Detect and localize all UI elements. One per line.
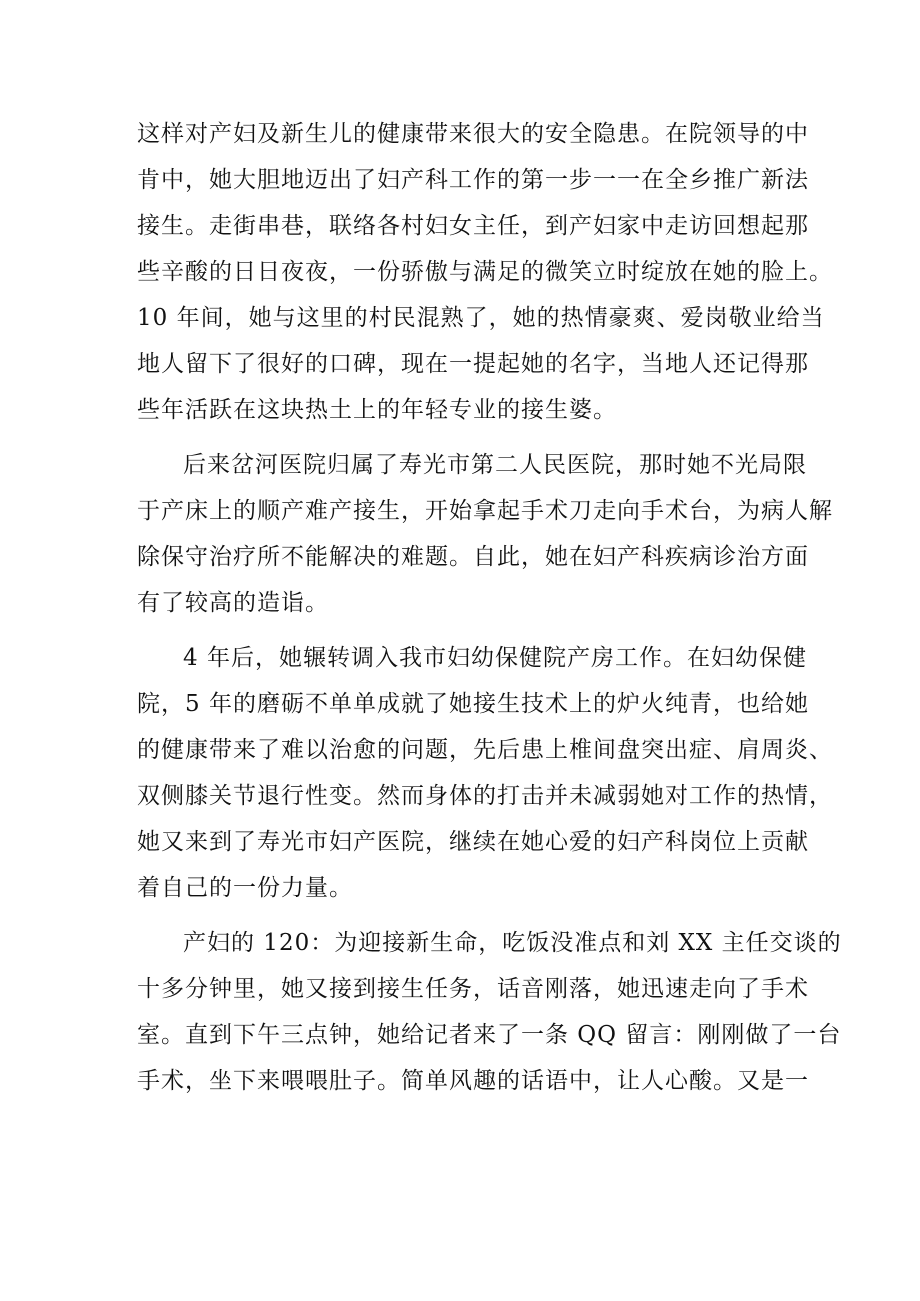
paragraph <box>137 635 833 911</box>
text-line: 些辛酸的日日夜夜，一份骄傲与满足的微笑立时绽放在她的脸上。 <box>137 259 833 285</box>
text-line: 着自己的一份力量。 <box>137 875 353 901</box>
text-line: 4 年后，她辗转调入我市妇幼保健院产房工作。在妇幼保健 <box>183 645 807 671</box>
text-line: 室。直到下午三点钟，她给记者来了一条 QQ 留言：刚刚做了一台 <box>137 1022 842 1048</box>
text-line: 肯中，她大胆地迈出了妇产科工作的第一步一一在全乡推广新法 <box>137 167 809 193</box>
text-line: 地人留下了很好的口碑，现在一提起她的名字，当地人还记得那 <box>137 351 809 377</box>
document-body <box>137 111 842 1113</box>
text-line: 后来岔河医院归属了寿光市第二人民医院，那时她不光局限 <box>183 452 807 478</box>
text-line: 有了较高的造诣。 <box>137 590 329 616</box>
text-line: 的健康带来了难以治愈的问题，先后患上椎间盘突出症、肩周炎、 <box>137 737 833 763</box>
text-line: 10 年间，她与这里的村民混熟了，她的热情豪爽、爱岗敬业给当 <box>137 305 825 331</box>
text-line: 产妇的 120：为迎接新生命，吃饭没准点和刘 XX 主任交谈的 <box>183 930 842 956</box>
text-line: 双侧膝关节退行性变。然而身体的打击并未减弱她对工作的热情， <box>137 783 833 809</box>
paragraph <box>137 920 842 1104</box>
text-line: 这样对产妇及新生儿的健康带来很大的安全隐患。在院领导的中 <box>137 121 809 147</box>
text-line: 她又来到了寿光市妇产医院，继续在她心爱的妇产科岗位上贡献 <box>137 829 809 855</box>
text-line: 手术，坐下来喂喂肚子。简单风趣的话语中，让人心酸。又是一 <box>137 1068 809 1094</box>
paragraph <box>137 442 833 626</box>
text-line: 十多分钟里，她又接到接生任务，话音刚落，她迅速走向了手术 <box>137 976 809 1002</box>
text-line: 院，5 年的磨砺不单单成就了她接生技术上的炉火纯青，也给她 <box>137 691 809 717</box>
text-line: 接生。走街串巷，联络各村妇女主任，到产妇家中走访回想起那 <box>137 213 809 239</box>
text-line: 于产床上的顺产难产接生，开始拿起手术刀走向手术台，为病人解 <box>137 498 833 524</box>
text-line: 除保守治疗所不能解决的难题。自此，她在妇产科疾病诊治方面 <box>137 544 809 570</box>
text-line: 些年活跃在这块热土上的年轻专业的接生婆。 <box>137 397 617 423</box>
paragraph <box>137 111 833 433</box>
